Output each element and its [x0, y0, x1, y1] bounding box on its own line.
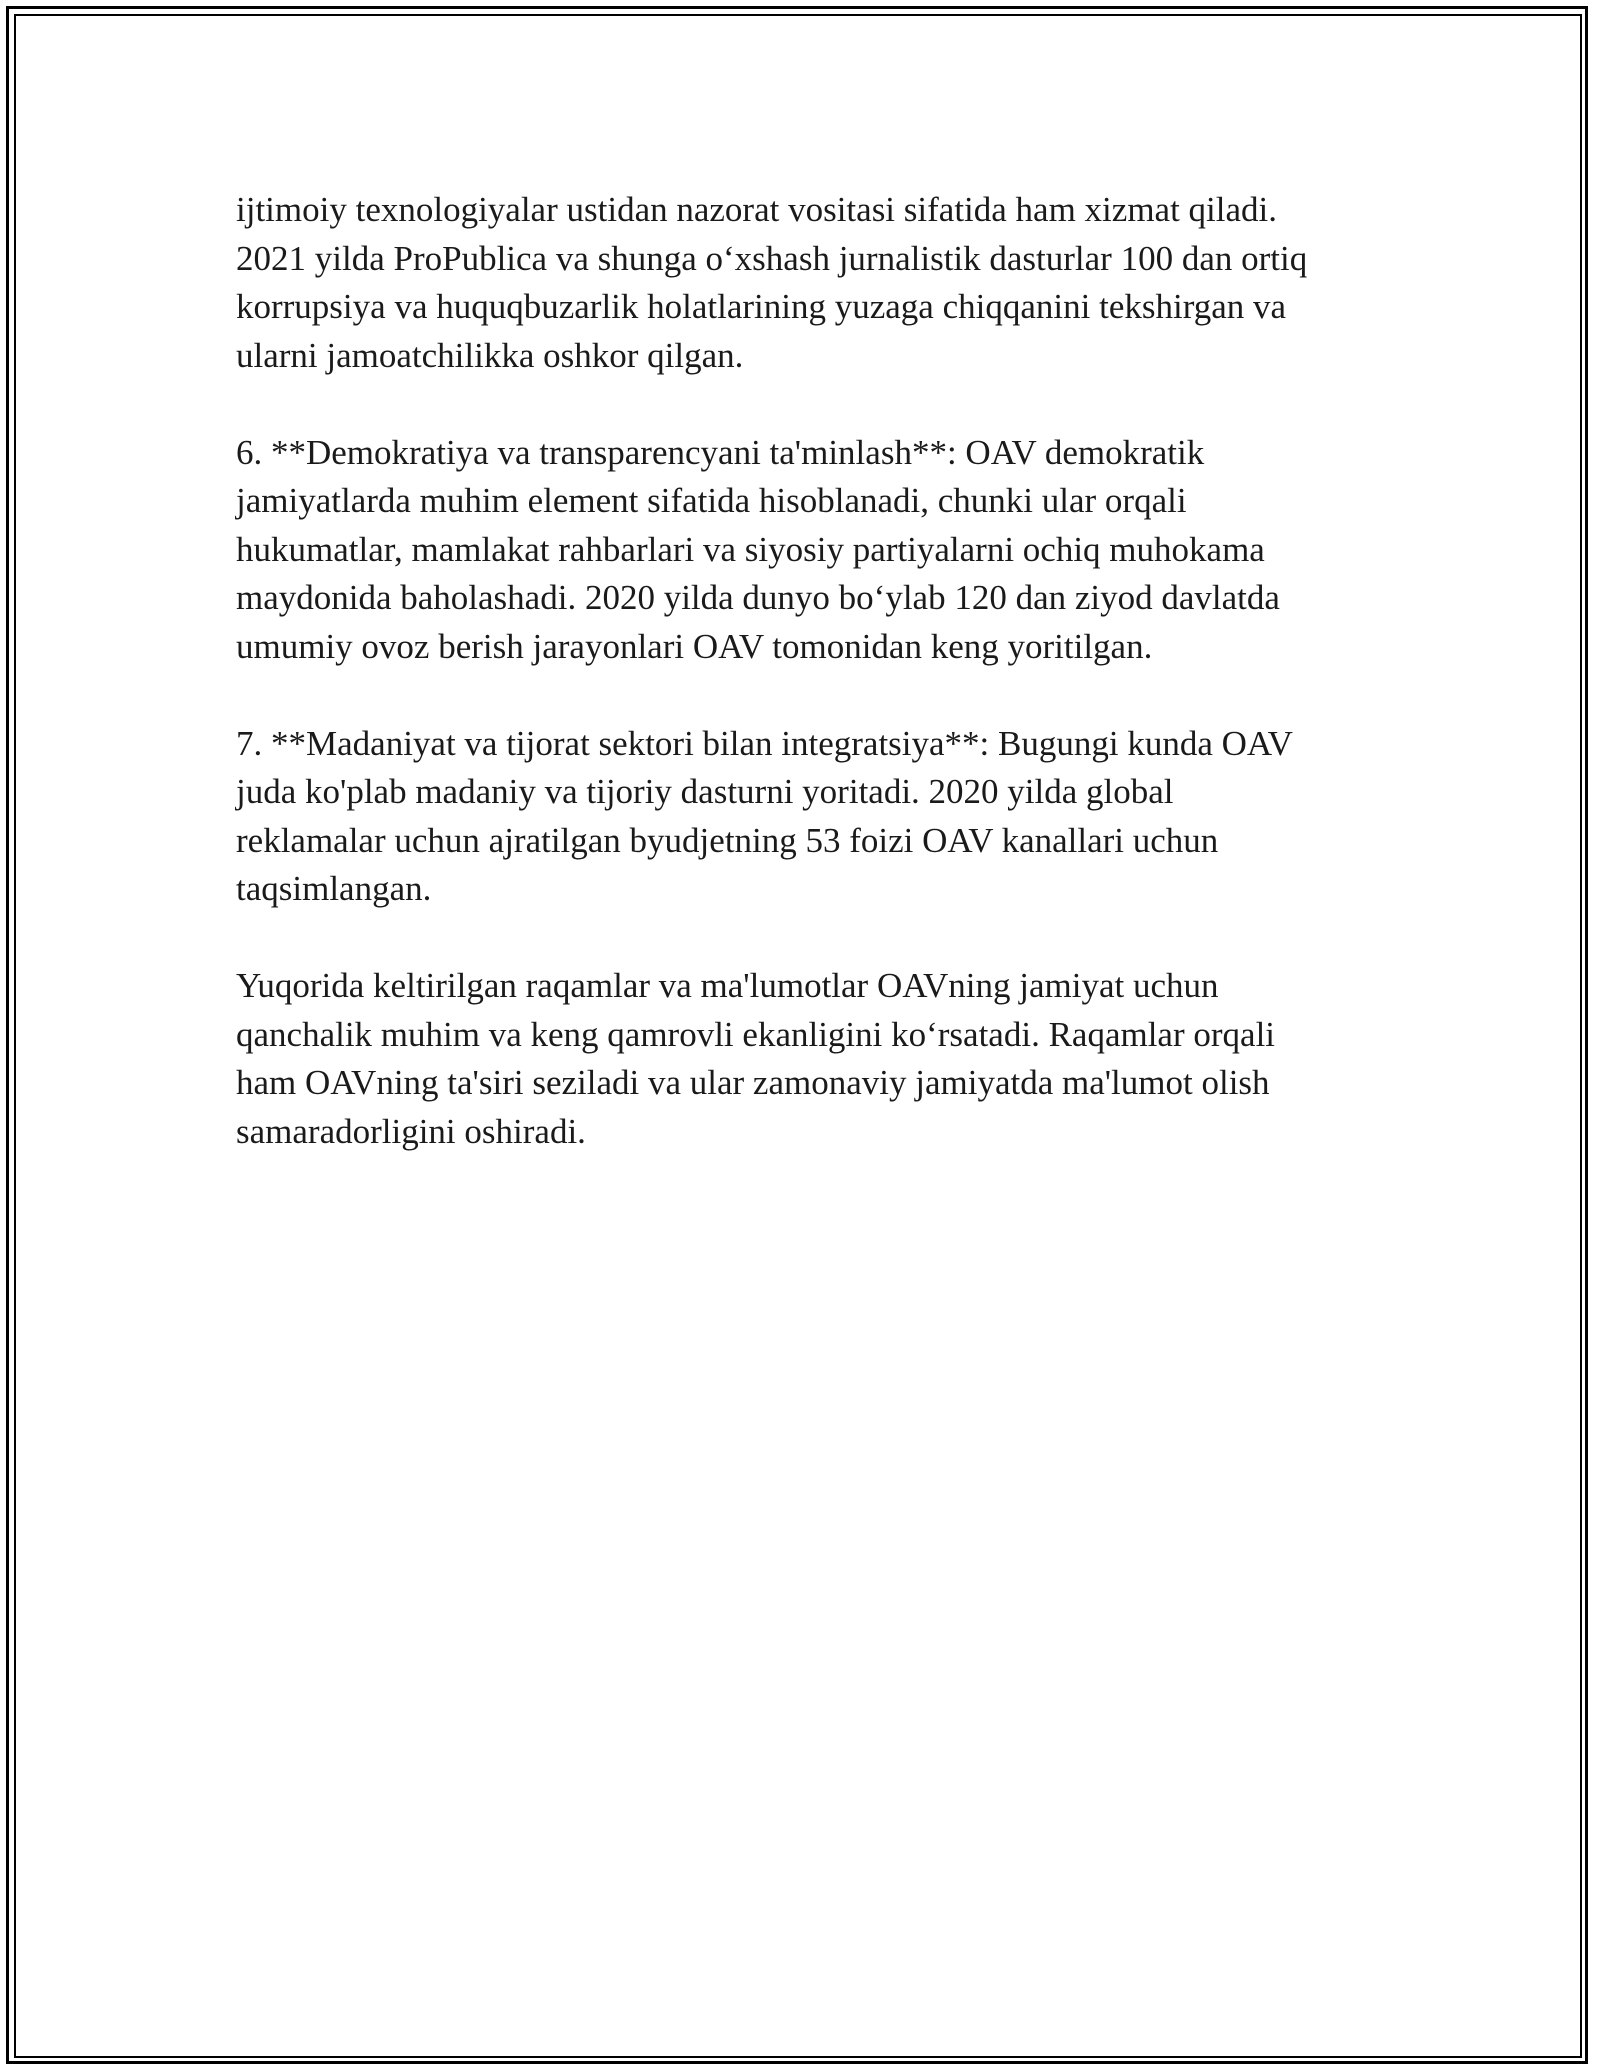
paragraph-intro-continuation: ijtimoiy texnologiyalar ustidan nazorat vositasi sifatida ham xizmat qiladi. 2021 yilda ProPublica va shunga o‘xshash jurnalistik dasturlar 100 dan ortiq korrupsiya va huquqbuzarlik holatlarining yuzaga chiqqanini tekshirgan va ularni jamoatchilikka oshkor qilgan.: [236, 190, 1308, 375]
paragraph-item-7-culture-commerce: 7. **Madaniyat va tijorat sektori bilan integratsiya**: Bugungi kunda OAV juda ko'plab madaniy va tijoriy dasturni yoritadi. 2020 yilda global reklamalar uchun ajratilgan byudjetning 53 foizi OAV kanallari uchun taqsimlangan.: [236, 723, 1293, 908]
document-body: [236, 186, 1396, 1205]
paragraph-item-6-democracy: 6. **Demokratiya va transparencyani ta'minlash**: OAV demokratik jamiyatlarda muhim element sifatida hisoblanadi, chunki ular orqali hukumatlar, mamlakat rahbarlari va siyosiy partiyalarni ochiq muhokama maydonida baholashadi. 2020 yilda dunyo bo‘ylab 120 dan ziyod davlatda umumiy ovoz berish jarayonlari OAV tomonidan keng yoritilgan.: [236, 432, 1280, 666]
paragraph-conclusion: Yuqorida keltirilgan raqamlar va ma'lumotlar OAVning jamiyat uchun qanchalik muhim va keng qamrovli ekanligini ko‘rsatadi. Raqamlar orqali ham OAVning ta'siri seziladi va ular zamonaviy jamiyatda ma'lumot olish samaradorligini oshiradi.: [236, 966, 1276, 1151]
